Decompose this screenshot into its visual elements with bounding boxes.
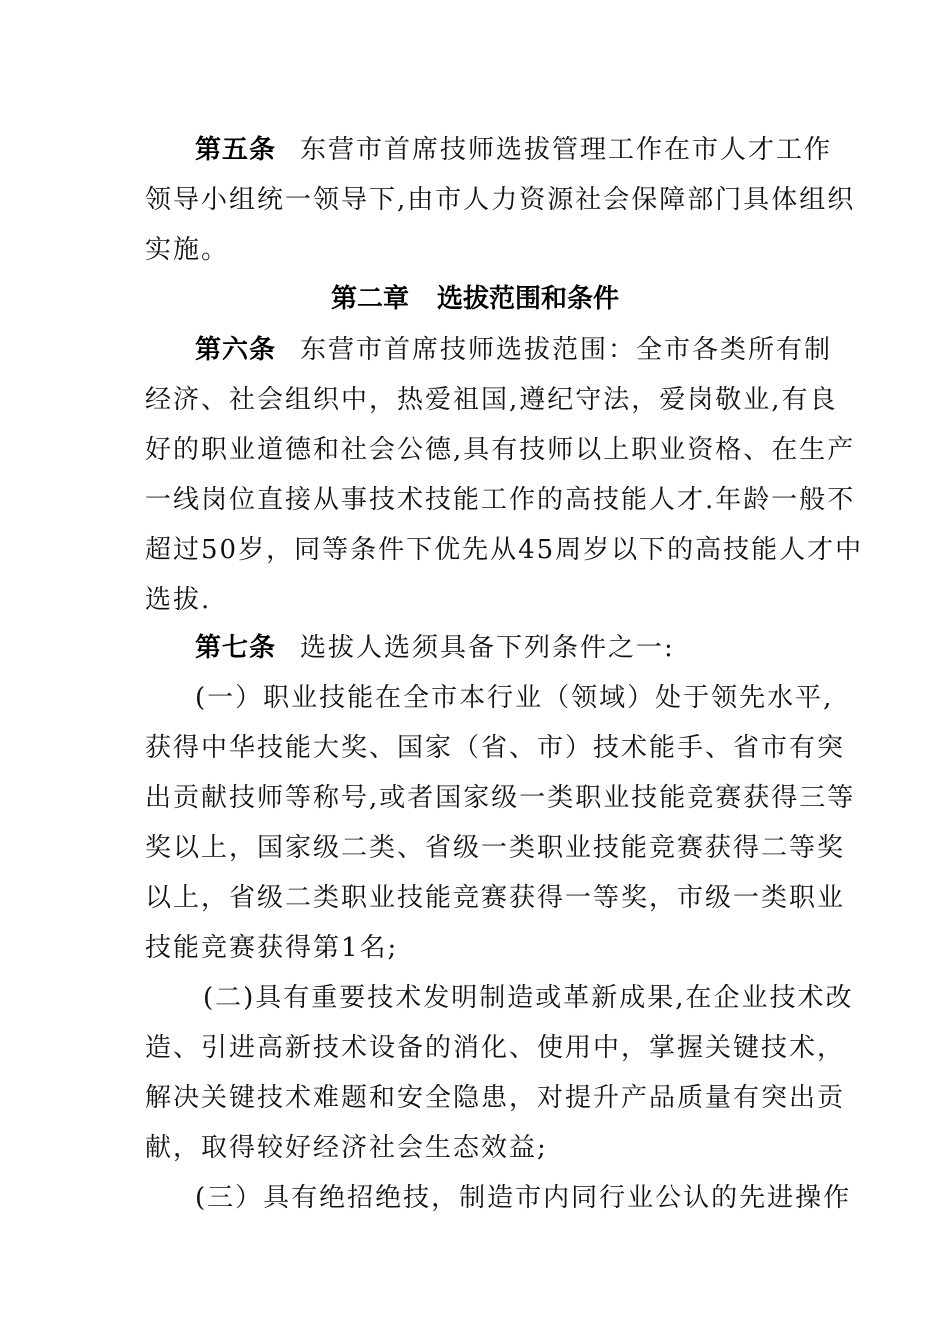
item2-line-2: 造、引进高新技术设备的消化、使用中，掌握关键技术， (145, 1033, 846, 1063)
article7-label: 第七条 (195, 633, 277, 663)
item1-line-5: 以上，省级二类职业技能竞赛获得一等奖，市级一类职业 (145, 883, 846, 913)
article6-text-1: 东营市首席技师选拔范围：全市各类所有制 (300, 335, 833, 365)
article5-line-1 (195, 130, 833, 170)
article6-label: 第六条 (195, 335, 277, 365)
article5-text-1: 东营市首席技师选拔管理工作在市人才工作 (300, 135, 833, 165)
item3-line-1: (三）具有绝招绝技，制造市内同行业公认的先进操作 (195, 1183, 852, 1213)
article6-line-6: 选拔. (145, 585, 212, 615)
item1-line-3: 出贡献技师等称号,或者国家级一类职业技能竞赛获得三等 (145, 783, 856, 813)
item1-line-6: 技能竞赛获得第1名; (145, 933, 399, 963)
article7-line-1 (195, 628, 805, 668)
item2-line-4: 献，取得较好经济社会生态效益; (145, 1133, 548, 1163)
article6-line-4: 一线岗位直接从事技术技能工作的高技能人才.年龄一般不 (145, 485, 856, 515)
chapter-heading (0, 279, 950, 319)
article6-line-2: 经济、社会组织中，热爱祖国,遵纪守法，爱岗敬业,有良 (145, 385, 838, 415)
article5-line-2: 领导小组统一领导下,由市人力资源社会保障部门具体组织 (145, 185, 856, 215)
article6-line-3: 好的职业道德和社会公德,具有技师以上职业资格、在生产 (145, 435, 856, 465)
article7-intro: 选拔人选须具备下列条件之一: (300, 633, 675, 663)
item2-line-3: 解决关键技术难题和安全隐患，对提升产品质量有突出贡 (145, 1083, 846, 1113)
item1-line-2: 获得中华技能大奖、国家（省、市）技术能手、省市有突 (145, 733, 846, 763)
item2-line-1: (二)具有重要技术发明制造或革新成果,在企业技术改 (203, 983, 854, 1013)
article5-label: 第五条 (195, 135, 277, 165)
article6-line-5: 超过50岁，同等条件下优先从45周岁以下的高技能人才中 (145, 535, 864, 565)
item1-line-4: 奖以上，国家级二类、省级一类职业技能竞赛获得二等奖 (145, 833, 846, 863)
chapter-label: 第二章 (330, 284, 409, 314)
item1-line-1: (一）职业技能在全市本行业（领域）处于领先水平, (195, 683, 834, 713)
article5-line-3: 实施。 (145, 235, 230, 265)
article6-line-1 (195, 330, 833, 370)
chapter-title: 选拔范围和条件 (437, 284, 620, 314)
